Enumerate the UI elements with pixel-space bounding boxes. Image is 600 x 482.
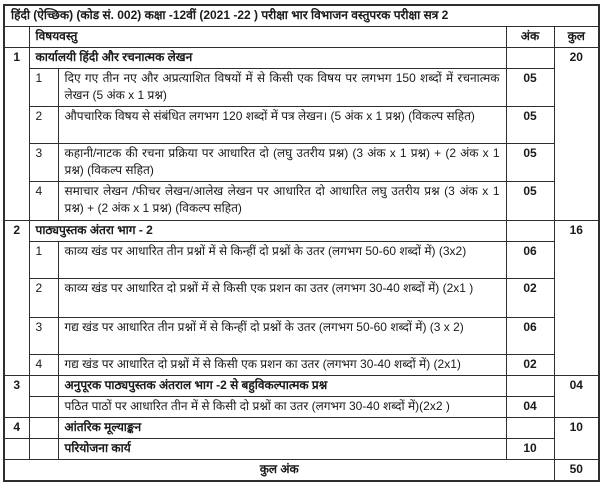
- item-row: [4, 242, 599, 279]
- item-row: [4, 439, 599, 460]
- marks-cell-empty: [506, 418, 554, 439]
- item-text: गद्य खंड पर आधारित तीन प्रश्नों में से किन्हीं दो प्रश्नों के उतर (लगभग 50-60 शब्दों में) (3 x 2): [58, 318, 506, 355]
- item-row: [4, 355, 599, 376]
- section-total: 10: [554, 418, 599, 460]
- exam-blueprint-table: [3, 4, 600, 482]
- item-marks: 02: [506, 355, 554, 376]
- item-marks: 02: [506, 279, 554, 318]
- item-text: काव्य खंड पर आधारित तीन प्रश्नों में से किन्हीं दो प्रश्नों के उतर (लगभग 50-60 शब्दों में) (3x2): [58, 242, 506, 279]
- grand-total-value: 50: [554, 460, 599, 482]
- section-heading: अनुपूरक पाठ्यपुस्तक अंतराल भाग -2 से बहुविकल्पात्मक प्रश्न: [58, 376, 506, 397]
- item-row: [4, 318, 599, 355]
- item-marks: 05: [506, 144, 554, 182]
- item-number: 3: [29, 318, 58, 355]
- item-number: 1: [29, 242, 58, 279]
- section-heading: पाठ्यपुस्तक अंतरा भाग - 2: [29, 221, 506, 242]
- section-heading: कार्यालयी हिंदी और रचनात्मक लेखन: [29, 48, 506, 69]
- item-number-empty: [29, 439, 58, 460]
- item-number: 2: [29, 279, 58, 318]
- item-marks: 04: [506, 397, 554, 418]
- item-text: परियोजना कार्य: [58, 439, 506, 460]
- item-text: दिए गए तीन नए और अप्रत्याशित विषयों में से किसी एक विषय पर लगभग 150 शब्दों में रचनात्मक लेखन (5 अंक x 1 प्रश्न): [58, 69, 506, 107]
- item-number-empty: [29, 397, 58, 418]
- section-number: 3: [4, 376, 29, 418]
- item-text: गद्य खंड पर आधारित दो प्रश्नों में से किसी एक प्रशन का उतर (लगभग 30-40 शब्दों में) (2x1): [58, 355, 506, 376]
- item-text: औपचारिक विषय से संबंधित लगभग 120 शब्दों में पत्र लेखन। (5 अंक x 1 प्रश्न) (विकल्प सहित): [58, 107, 506, 144]
- marks-cell-empty: [506, 376, 554, 397]
- item-number: 4: [29, 182, 58, 221]
- item-marks: 05: [506, 69, 554, 107]
- item-number-empty: [29, 418, 58, 439]
- section-number: 4: [4, 418, 29, 439]
- item-row: [4, 182, 599, 221]
- section-total: 04: [554, 376, 599, 418]
- section-number: 2: [4, 221, 29, 376]
- item-text: कहानी/नाटक की रचना प्रक्रिया पर आधारित दो (लघु उतरीय प्रश्न) (3 अंक x 1 प्रश्न) + (2 अंक x 1 प्रश्न) (विकल्प सहित): [58, 144, 506, 182]
- item-row: [4, 107, 599, 144]
- item-row: [4, 397, 599, 418]
- table-title: हिंदी (ऐच्छिक) (कोड सं. 002) कक्षा -12वीं (2021 -22 ) परीक्षा भार विभाजन वस्तुपरक परीक्षा सत्र 2: [4, 5, 599, 27]
- item-marks: 06: [506, 242, 554, 279]
- column-header-subject: विषयवस्तु: [29, 27, 506, 48]
- item-number-empty: [29, 376, 58, 397]
- column-header-marks: अंक: [506, 27, 554, 48]
- item-marks: 05: [506, 107, 554, 144]
- section-total: 16: [554, 221, 599, 376]
- item-marks: 05: [506, 182, 554, 221]
- item-row: [4, 144, 599, 182]
- item-text: समाचार लेखन /फीचर लेखन/आलेख लेखन पर आधारित दो आधारित लघु उतरीय प्रश्न (3 अंक x 1 प्रश्न) + (2 अंक x 1 प्रश्न) (विकल्प सहित): [58, 182, 506, 221]
- item-text: पठित पाठों पर आधारित तीन में से किसी दो प्रश्नों का उतर (लगभग 30-40 शब्दों में)(2x2 ): [58, 397, 506, 418]
- item-text: काव्य खंड पर आधारित दो प्रश्नों में से किसी एक प्रशन का उतर (लगभग 30-40 शब्दों में) (2x1 ): [58, 279, 506, 318]
- item-marks: 10: [506, 439, 554, 460]
- marks-cell-empty: [506, 221, 554, 242]
- item-row: [4, 69, 599, 107]
- column-header-total: कुल: [554, 27, 599, 48]
- grand-total-label: कुल अंक: [4, 460, 554, 482]
- item-number: 2: [29, 107, 58, 144]
- section-heading: आंतरिक मूल्याङ्कन: [58, 418, 506, 439]
- item-number: 3: [29, 144, 58, 182]
- header-empty-cell: [4, 27, 29, 48]
- marks-cell-empty: [506, 48, 554, 69]
- item-number: 1: [29, 69, 58, 107]
- section-number: 1: [4, 48, 29, 221]
- item-marks: 06: [506, 318, 554, 355]
- item-number: 4: [29, 355, 58, 376]
- section-total: 20: [554, 48, 599, 221]
- section-number-empty: [4, 439, 29, 460]
- item-row: [4, 279, 599, 318]
